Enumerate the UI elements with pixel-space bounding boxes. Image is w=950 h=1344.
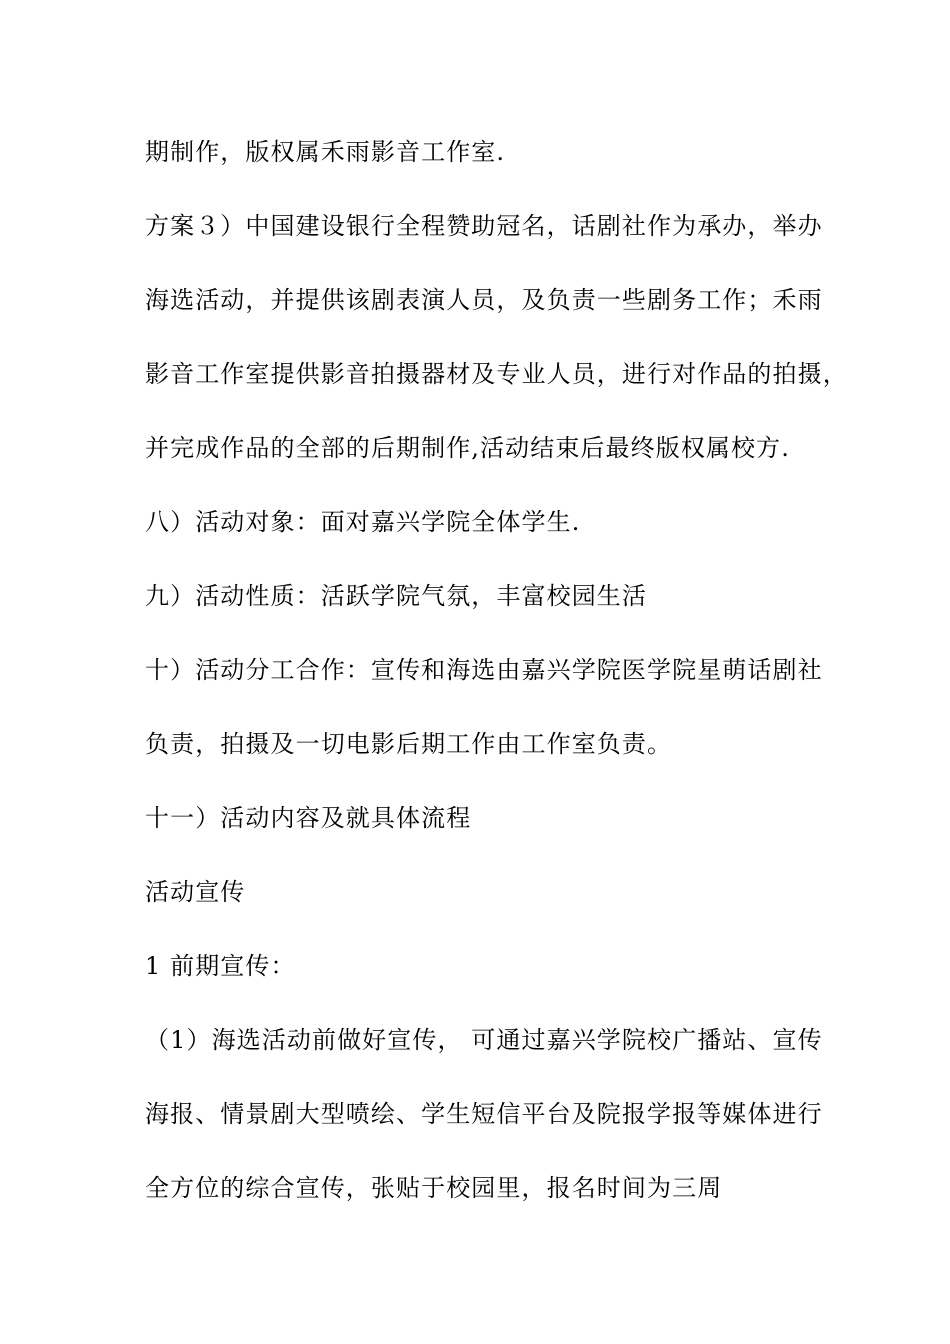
text-line: 海报、情景剧大型喷绘、学生短信平台及院报学报等媒体进行 xyxy=(145,1100,823,1128)
text-line: 期制作，版权属禾雨影音工作室. xyxy=(145,138,506,166)
numbered-heading: 1 前期宣传： xyxy=(145,952,296,980)
text-line: 负责，拍摄及一切电影后期工作由工作室负责。 xyxy=(145,730,673,758)
text-line: 九）活动性质：活跃学院气氛，丰富校园生活 xyxy=(145,582,647,610)
text-line: 并完成作品的全部的后期制作,活动结束后最终版权属校方. xyxy=(145,434,790,462)
subsection-heading: 活动宣传 xyxy=(145,878,246,906)
text-line: 影音工作室提供影音拍摄器材及专业人员，进行对作品的拍摄， xyxy=(145,360,848,388)
text-line: 八）活动对象：面对嘉兴学院全体学生. xyxy=(145,508,581,536)
text-line: 十）活动分工合作：宣传和海选由嘉兴学院医学院星萌话剧社 xyxy=(145,656,823,684)
text-line: 方案３）中国建设银行全程赞助冠名，话剧社作为承办，举办 xyxy=(145,212,823,240)
text-line: 海选活动，并提供该剧表演人员，及负责一些剧务工作；禾雨 xyxy=(145,286,823,314)
text-line: 全方位的综合宣传，张贴于校园里，报名时间为三周 xyxy=(145,1174,723,1202)
text-line: （1）海选活动前做好宣传， 可通过嘉兴学院校广播站、宣传 xyxy=(145,1026,823,1054)
section-heading: 十一）活动内容及就具体流程 xyxy=(145,804,472,832)
